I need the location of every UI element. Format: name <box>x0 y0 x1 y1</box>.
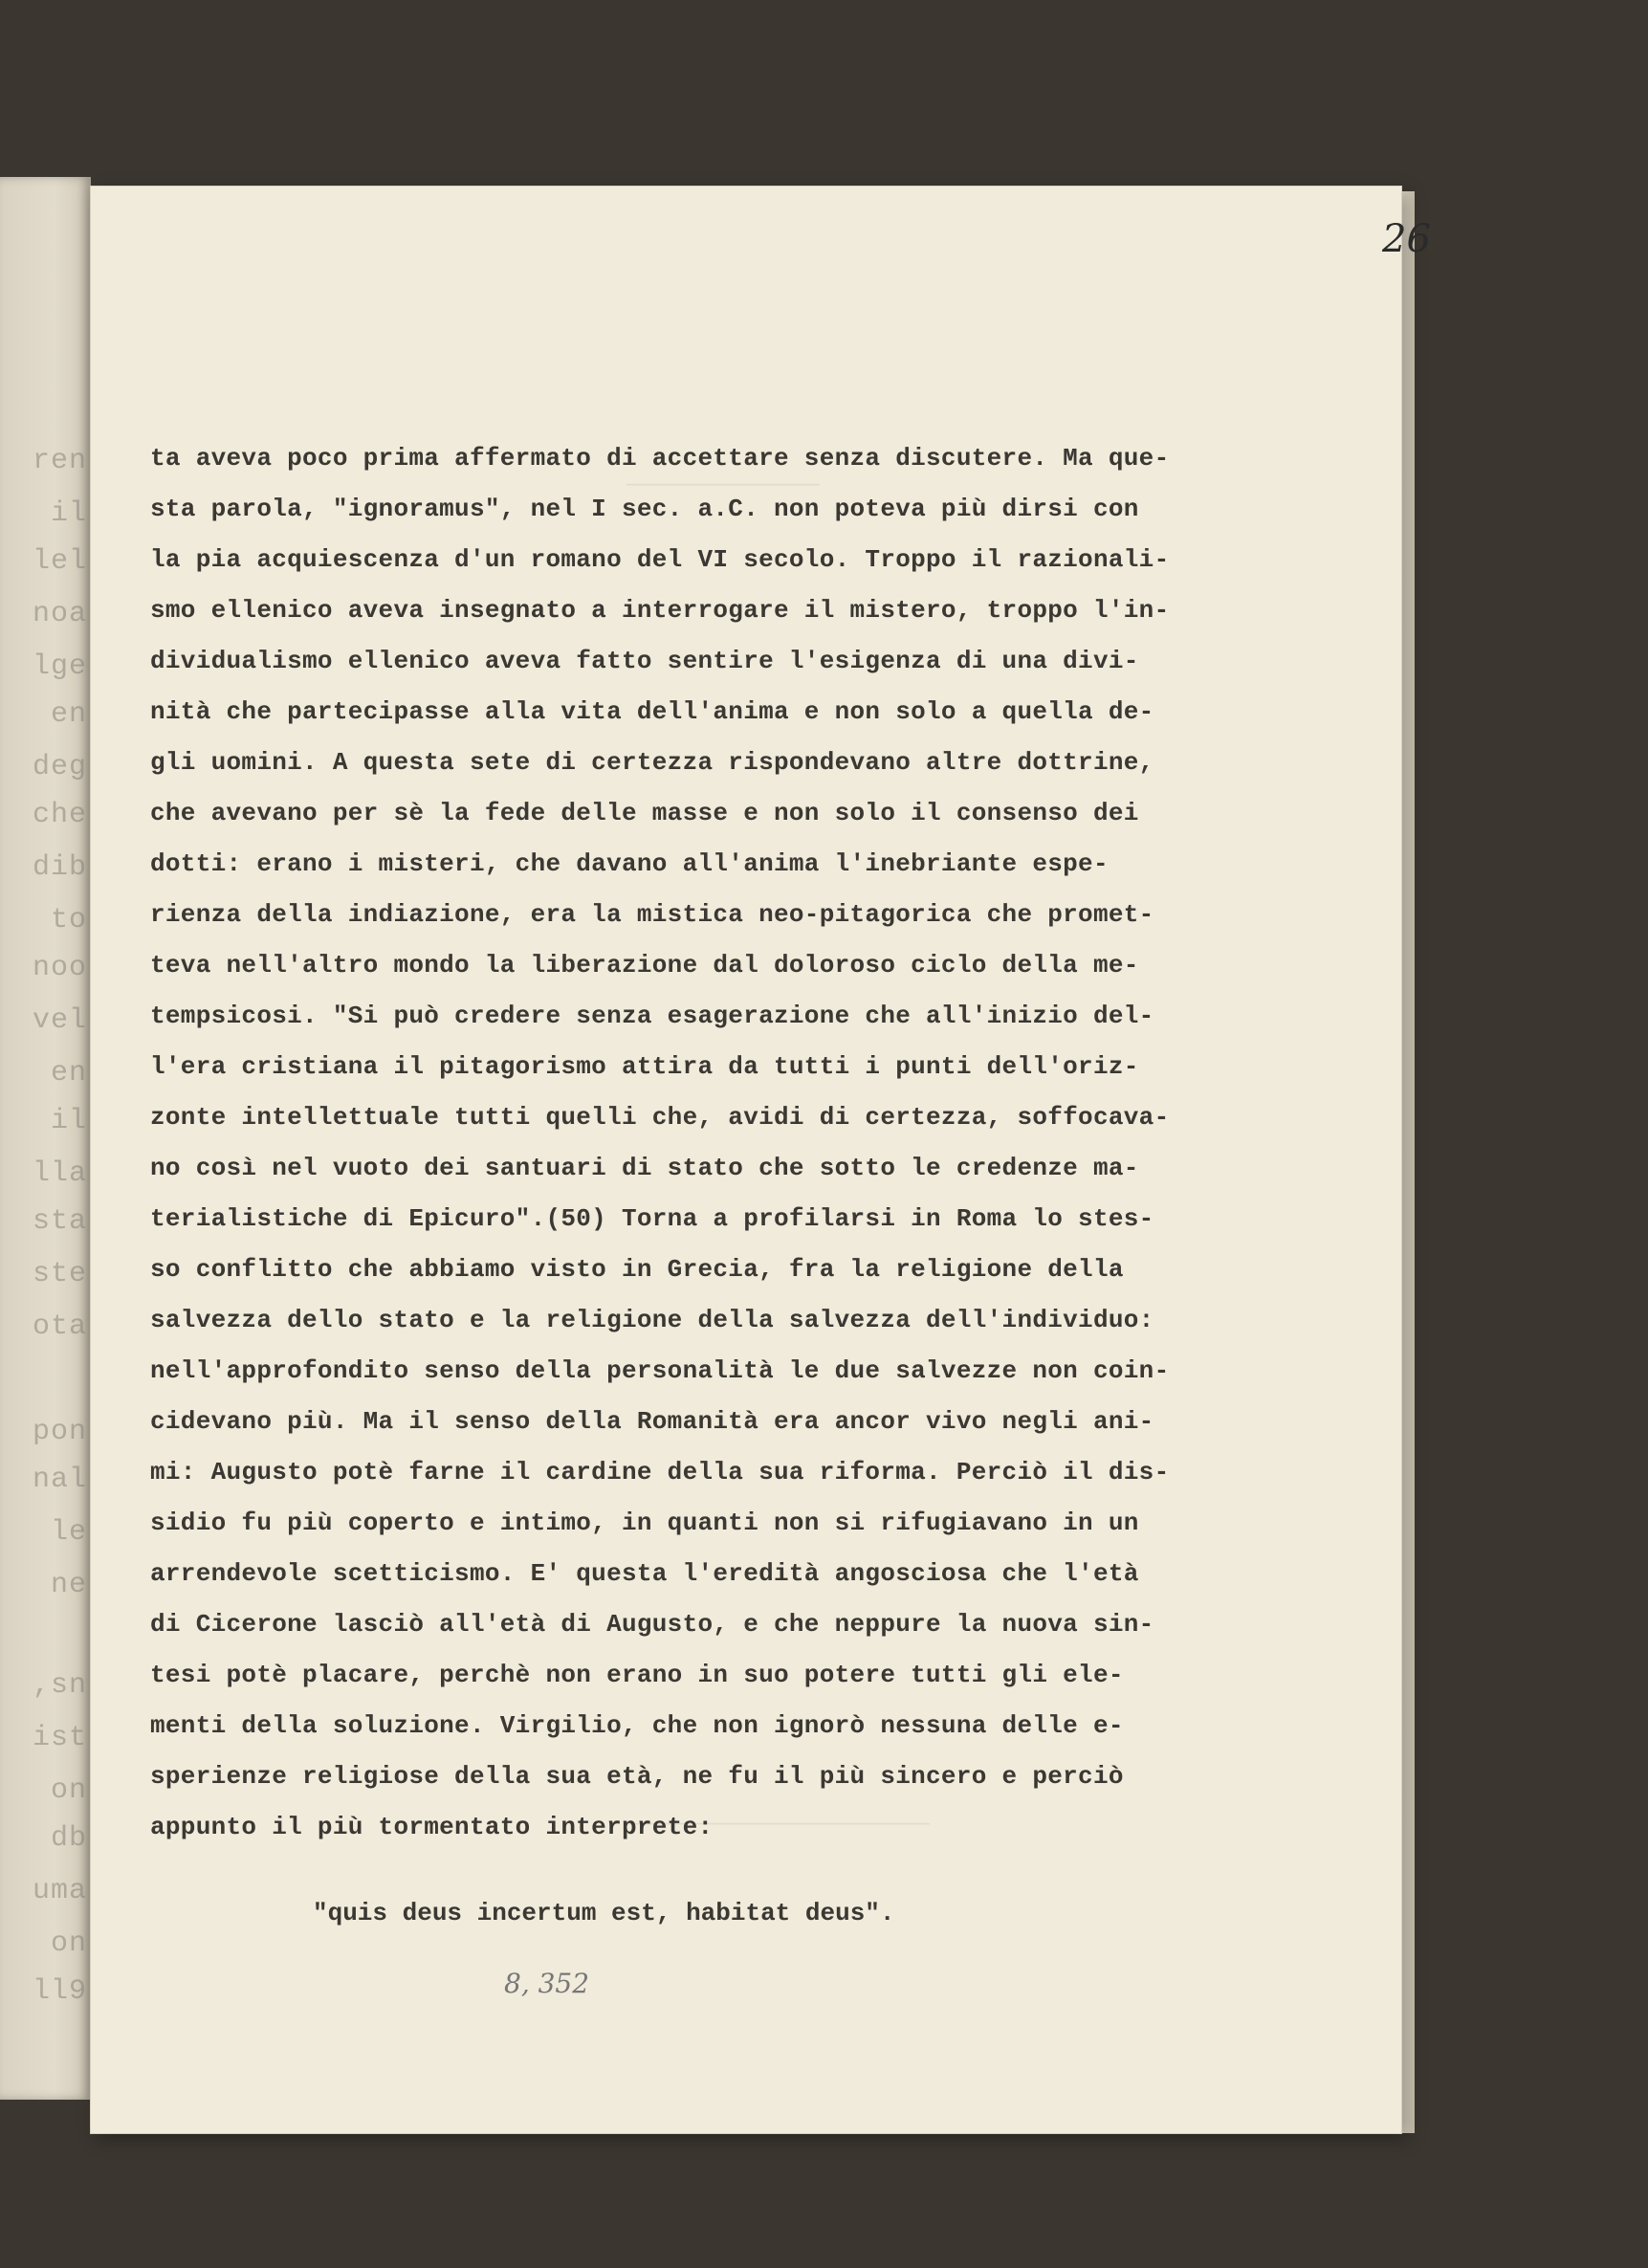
text-line: gli uomini. A questa sete di certezza rispondevano altre dottrine, <box>150 748 1154 777</box>
previous-page-fragment: to <box>50 904 87 936</box>
previous-page-fragment: il <box>50 1105 87 1137</box>
previous-page-fragment: on <box>50 1774 87 1807</box>
text-line: tesi potè placare, perchè non erano in suo potere tutti gli ele- <box>150 1661 1124 1689</box>
previous-page-fragment: ,sn <box>32 1669 87 1702</box>
text-line: rienza della indiazione, era la mistica neo-pitagorica che promet- <box>150 900 1154 929</box>
previous-page-fragment: ste <box>32 1258 87 1290</box>
text-line: arrendevole scetticismo. E' questa l'eredità angosciosa che l'età <box>150 1559 1139 1588</box>
text-line: appunto il più tormentato interprete: <box>150 1813 714 1841</box>
previous-page-fragment: ist <box>32 1722 87 1754</box>
text-line: terialistiche di Epicuro".(50) Torna a profilarsi in Roma lo stes- <box>150 1204 1154 1233</box>
text-line: so conflitto che abbiamo visto in Grecia, fra la religione della <box>150 1255 1124 1284</box>
previous-page-fragment: il <box>50 497 87 530</box>
text-line: che avevano per sè la fede delle masse e non solo il consenso dei <box>150 799 1139 827</box>
text-line: cidevano più. Ma il senso della Romanità era ancor vivo negli ani- <box>150 1407 1154 1436</box>
text-line: la pia acquiescenza d'un romano del VI secolo. Troppo il razionali- <box>150 545 1170 574</box>
body-text <box>150 433 1355 1853</box>
text-line: nità che partecipasse alla vita dell'anima e non solo a quella de- <box>150 697 1154 726</box>
previous-page-fragment: ll9 <box>32 1975 87 2008</box>
previous-page-fragment: en <box>50 698 87 731</box>
typewritten-page <box>91 187 1431 2133</box>
text-line: dividualismo ellenico aveva fatto sentire l'esigenza di una divi- <box>150 647 1139 675</box>
previous-page-fragment: nal <box>32 1464 87 1496</box>
text-line: sperienze religiose della sua età, ne fu il più sincero e perciò <box>150 1762 1124 1791</box>
text-line: menti della soluzione. Virgilio, che non ignorò nessuna delle e- <box>150 1711 1124 1740</box>
previous-page-fragment: dib <box>32 851 87 884</box>
previous-page-fragment: che <box>32 799 87 831</box>
previous-page-fragment: ne <box>50 1569 87 1601</box>
text-line: zonte intellettuale tutti quelli che, avidi di certezza, soffocava- <box>150 1103 1170 1132</box>
text-line: nell'approfondito senso della personalità le due salvezze non coin- <box>150 1356 1170 1385</box>
page-number: 26 <box>1382 217 1431 261</box>
previous-page-fragment: pon <box>32 1416 87 1448</box>
text-line: l'era cristiana il pitagorismo attira da tutti i punti dell'oriz- <box>150 1052 1139 1081</box>
previous-page-fragment: lge <box>32 650 87 683</box>
previous-page-fragment: deg <box>32 751 87 783</box>
text-line: di Cicerone lasciò all'età di Augusto, e che neppure la nuova sin- <box>150 1610 1154 1639</box>
previous-page-fragment: noa <box>32 598 87 630</box>
text-line: sidio fu più coperto e intimo, in quanti non si rifugiavano in un <box>150 1508 1139 1537</box>
previous-page-fragment: uma <box>32 1875 87 1907</box>
previous-page-fragment: en <box>50 1057 87 1090</box>
text-line: teva nell'altro mondo la liberazione dal doloroso ciclo della me- <box>150 951 1139 980</box>
previous-page-edge <box>0 177 91 2100</box>
bleed-through: ────────────── <box>626 473 820 499</box>
previous-page-fragment: ota <box>32 1310 87 1343</box>
previous-page-fragment: ren <box>32 445 87 477</box>
paper-stack-edge <box>1401 191 1415 2133</box>
previous-page-fragment: vel <box>32 1004 87 1037</box>
previous-page-fragment: on <box>50 1927 87 1960</box>
text-line: no così nel vuoto dei santuari di stato che sotto le credenze ma- <box>150 1154 1139 1182</box>
text-line: sta parola, "ignoramus", nel I sec. a.C. non poteva più dirsi con <box>150 495 1139 523</box>
previous-page-fragment: db <box>50 1822 87 1855</box>
pencil-annotation: 8, 352 <box>504 1968 590 1999</box>
previous-page-fragment: noo <box>32 952 87 984</box>
text-line: dotti: erano i misteri, che davano all'anima l'inebriante espe- <box>150 849 1109 878</box>
verse-quotation: "quis deus incertum est, habitat deus". <box>313 1899 895 1927</box>
bleed-through: ────────────────────── <box>626 1813 930 1839</box>
text-line: smo ellenico aveva insegnato a interrogare il mistero, troppo l'in- <box>150 596 1170 625</box>
text-line: tempsicosi. "Si può credere senza esagerazione che all'inizio del- <box>150 1002 1154 1030</box>
text-line: salvezza dello stato e la religione della salvezza dell'individuo: <box>150 1306 1154 1334</box>
text-line: mi: Augusto potè farne il cardine della sua riforma. Perciò il dis- <box>150 1458 1170 1486</box>
previous-page-fragment: lel <box>32 545 87 578</box>
text-line: ta aveva poco prima affermato di accettare senza discutere. Ma que- <box>150 444 1170 473</box>
previous-page-fragment: le <box>50 1516 87 1549</box>
previous-page-fragment: sta <box>32 1205 87 1238</box>
previous-page-fragment: lla <box>32 1157 87 1190</box>
